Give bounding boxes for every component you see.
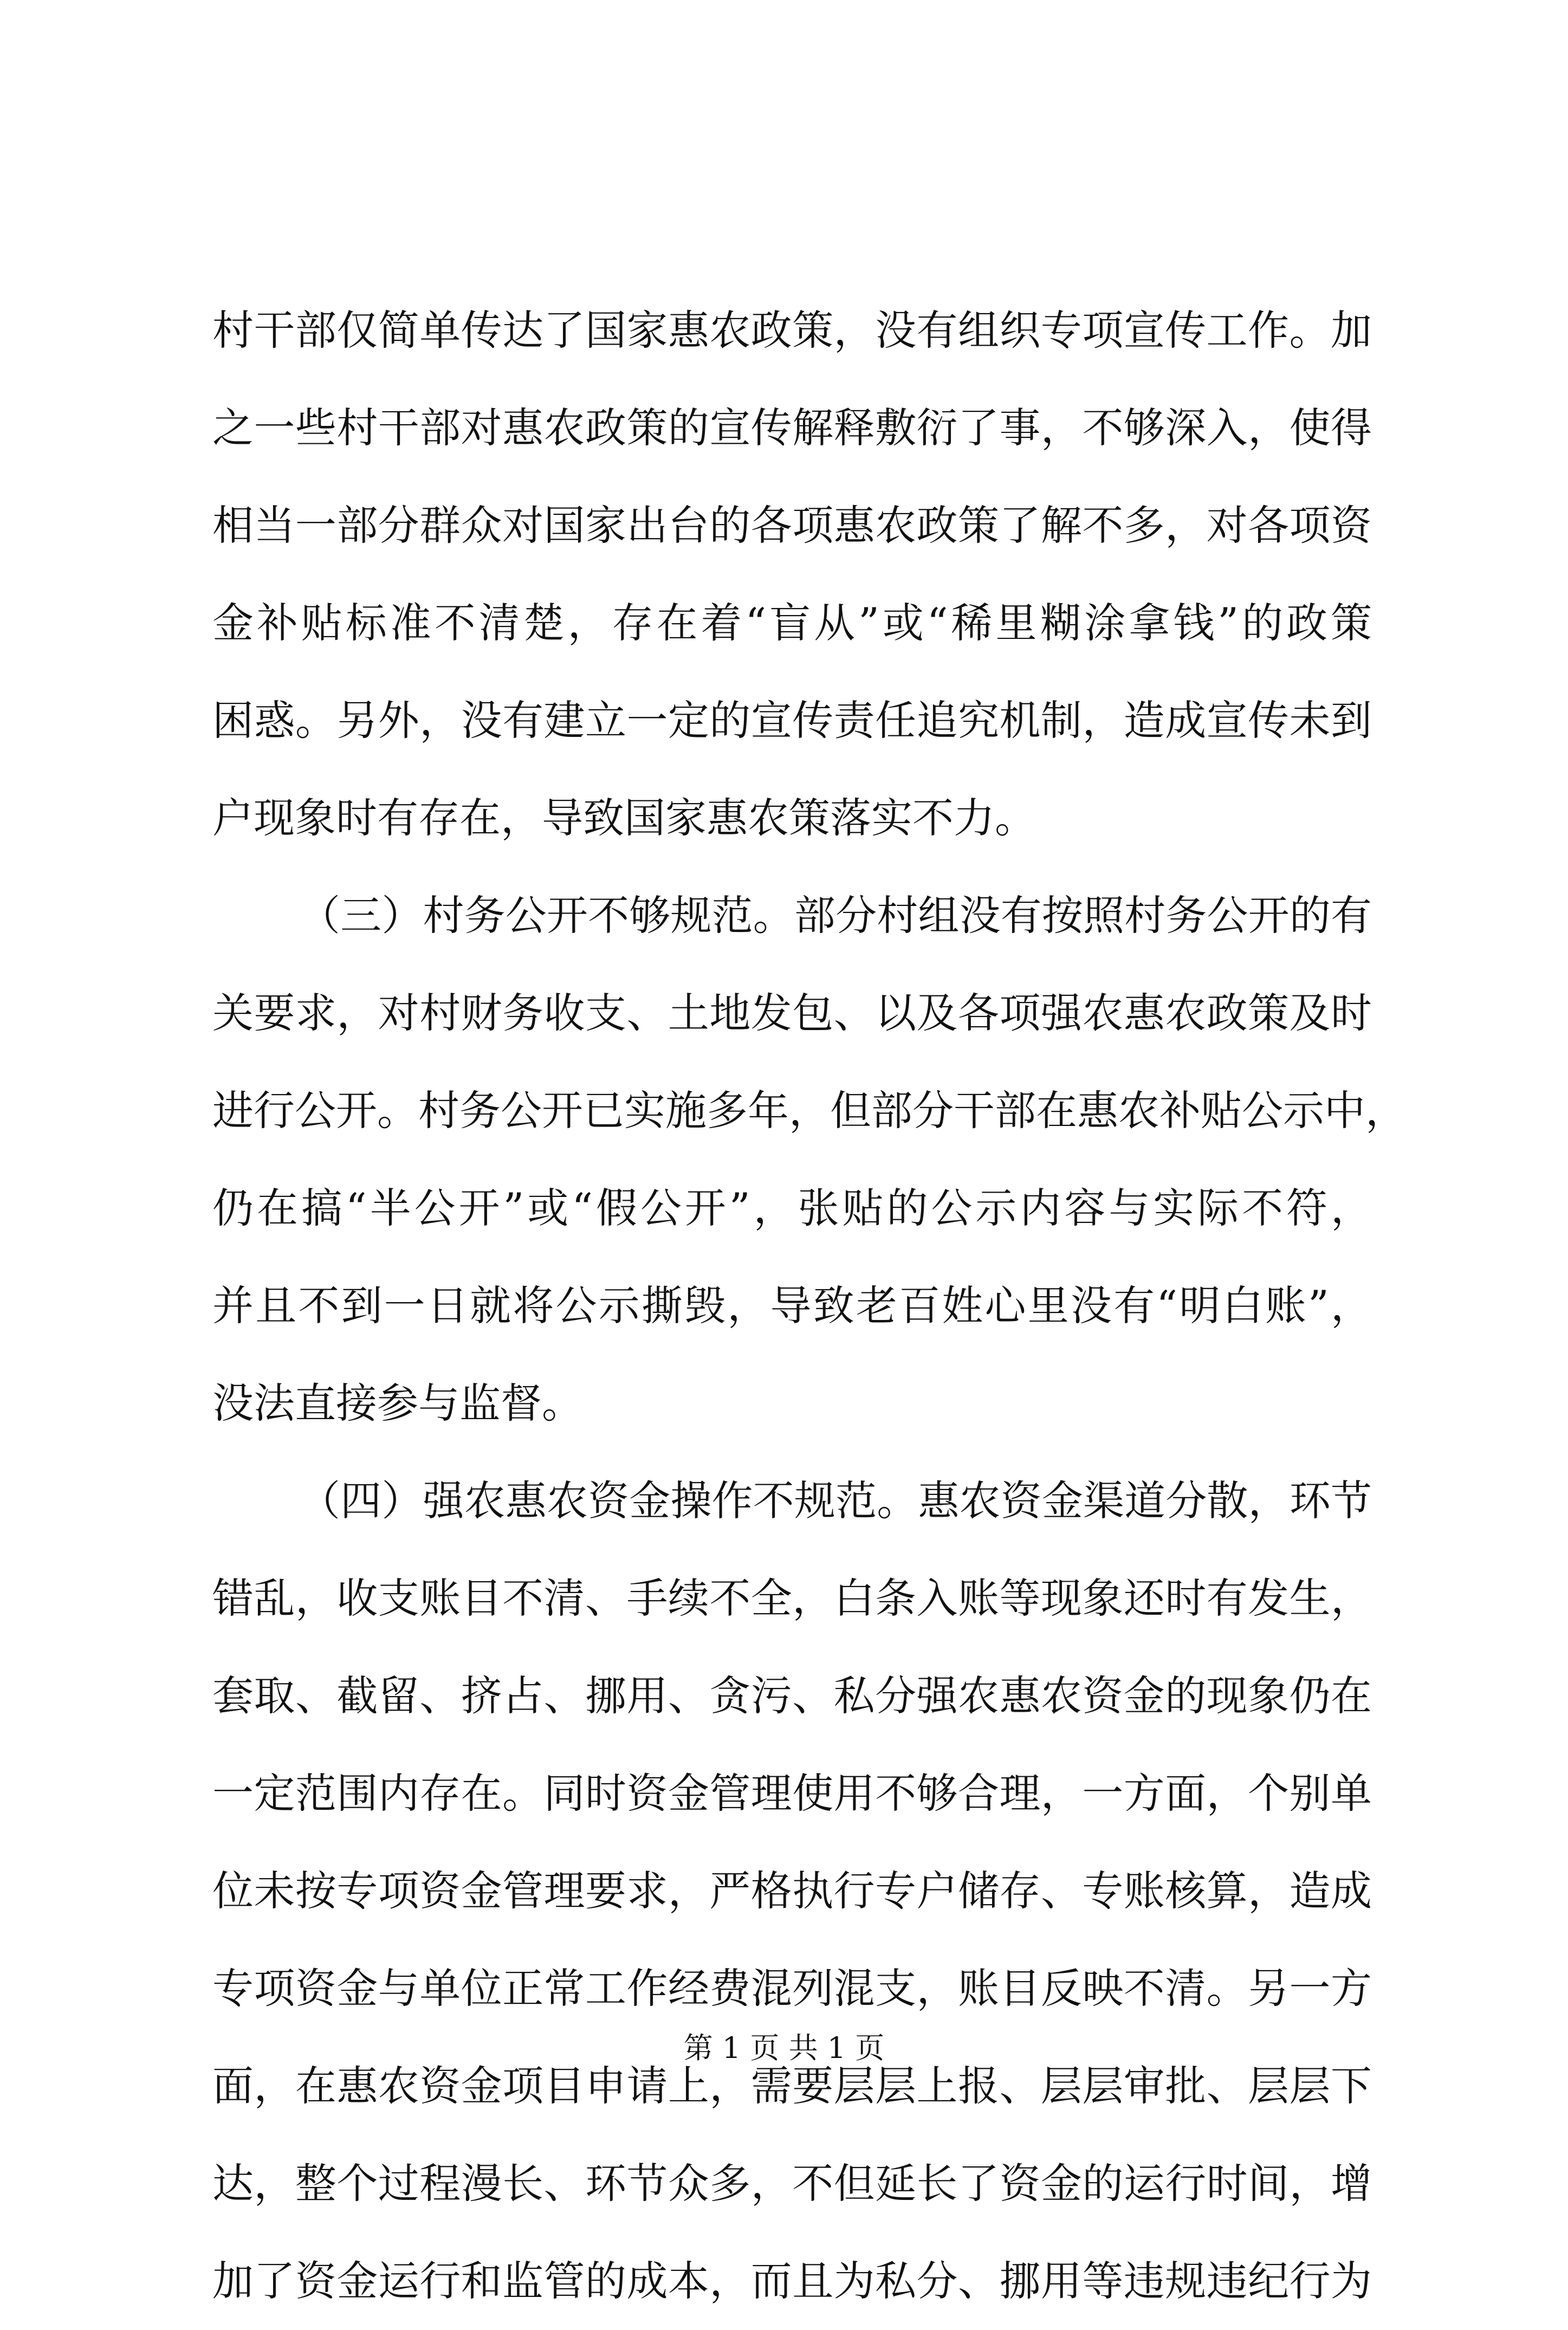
text-line: 达，整个过程漫长、环节众多，不但延长了资金的运行时间，增: [212, 2159, 1372, 2208]
body-text: [212, 282, 1407, 2330]
text-line: 金补贴标准不清楚，存在着“盲从”或“稀里糊涂拿钱”的政策: [212, 599, 1372, 647]
text-line: （三）村务公开不够规范。部分村组没有按照村务公开的有: [299, 891, 1372, 940]
text-line: 户现象时有存在，导致国家惠农策落实不力。: [212, 794, 1036, 842]
text-line: 进行公开。村务公开已实施多年，但部分干部在惠农补贴公示中，: [212, 1086, 1407, 1135]
text-line: 关要求，对村财务收支、土地发包、以及各项强农惠农政策及时: [212, 989, 1372, 1037]
text-line: 一定范围内存在。同时资金管理使用不够合理，一方面，个别单: [212, 1769, 1372, 1817]
text-line: 位未按专项资金管理要求，严格执行专户储存、专账核算，造成: [212, 1867, 1372, 1915]
text-line: 之一些村干部对惠农政策的宣传解释敷衍了事，不够深入，使得: [212, 404, 1372, 452]
text-line: 没法直接参与监督。: [212, 1379, 583, 1427]
text-line: 面，在惠农资金项目申请上，需要层层上报、层层审批、层层下: [212, 2062, 1372, 2110]
page-number-footer: 第 1 页 共 1 页: [683, 2031, 885, 2065]
text-line: 村干部仅简单传达了国家惠农政策，没有组织专项宣传工作。加: [212, 306, 1372, 354]
text-line: 相当一部分群众对国家出台的各项惠农政策了解不多，对各项资: [212, 501, 1372, 549]
text-line: （四）强农惠农资金操作不规范。惠农资金渠道分散，环节: [299, 1477, 1372, 1525]
text-line: 错乱，收支账目不清、手续不全，白条入账等现象还时有发生，: [212, 1574, 1372, 1622]
text-line: 仍在搞“半公开”或“假公开”，张贴的公示内容与实际不符，: [212, 1184, 1372, 1232]
text-line: 专项资金与单位正常工作经费混列混支，账目反映不清。另一方: [212, 1964, 1372, 2012]
text-line: 困惑。另外，没有建立一定的宣传责任追究机制，造成宣传未到: [212, 696, 1372, 745]
text-line: 加了资金运行和监管的成本，而且为私分、挪用等违规违纪行为: [212, 2257, 1372, 2305]
text-line: 套取、截留、挤占、挪用、贪污、私分强农惠农资金的现象仍在: [212, 1672, 1372, 1720]
text-line: 并且不到一日就将公示撕毁，导致老百姓心里没有“明白账”，: [212, 1282, 1372, 1330]
